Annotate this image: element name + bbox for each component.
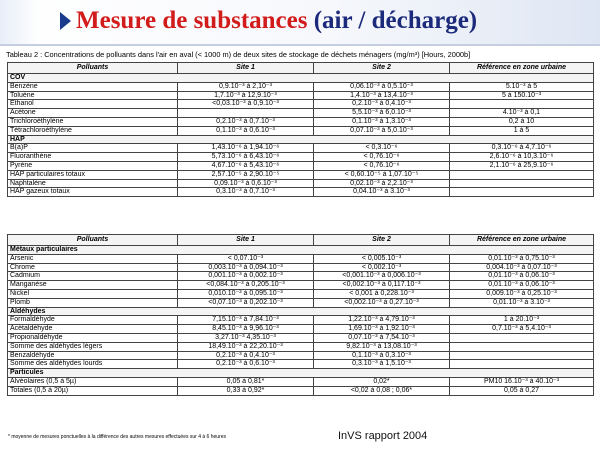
concentration-cell: 0,09.10⁻³ à 0,6.10⁻³ (178, 179, 314, 188)
concentration-cell: 0,05 à 0,81* (178, 377, 314, 386)
concentration-cell: < 0,76.10⁻⁶ (314, 153, 450, 162)
concentration-cell: 0,1.10⁻³ à 0,3.10⁻³ (314, 351, 450, 360)
table-row (8, 161, 594, 170)
concentration-cell: 0,2.10⁻³ à 0,4.10⁻³ (178, 351, 314, 360)
concentration-cell: 0,06.10⁻³ à 0,5.10⁻³ (314, 82, 450, 91)
concentration-cell: 0,3.10⁻³ à 1,5.10⁻³ (314, 360, 450, 369)
concentration-cell (450, 360, 594, 369)
concentration-cell: 0,02* (314, 377, 450, 386)
concentration-cell: 0,2.10⁻³ à 0,6.10⁻³ (178, 360, 314, 369)
pollutant-name: Tétrachloroéthylène (8, 126, 178, 135)
table-row (8, 117, 594, 126)
concentration-cell: 0,001.10⁻³ à 0,002.10⁻³ (178, 272, 314, 281)
group-row (8, 135, 594, 144)
concentration-cell: 4.10⁻³ à 0,1 (450, 109, 594, 118)
pollutant-name: Benzaldéhyde (8, 351, 178, 360)
group-label: Aldéhydes (8, 307, 594, 316)
pollutant-name: Naphtalène (8, 179, 178, 188)
table-row (8, 91, 594, 100)
concentration-cell: <0,07.10⁻³ à 0,202.10⁻³ (178, 298, 314, 307)
chevron-right-icon (60, 12, 71, 30)
concentration-cell: 0,2 à 10 (450, 117, 594, 126)
concentration-cell: 0,2.10⁻³ à 0,7.10⁻³ (178, 117, 314, 126)
pollutant-name: Ethanol (8, 100, 178, 109)
table-row (8, 263, 594, 272)
concentration-cell: 0,2.10⁻³ à 0,4.10⁻³ (314, 100, 450, 109)
pollutant-name: Acétone (8, 109, 178, 118)
table-row (8, 170, 594, 179)
table-row (8, 386, 594, 395)
group-row (8, 307, 594, 316)
group-label: Métaux particulaires (8, 246, 594, 255)
header-divider (0, 44, 600, 46)
pollutant-name: Chrome (8, 263, 178, 272)
concentration-cell: 4,67.10⁻⁶ à 5,43.10⁻⁶ (178, 161, 314, 170)
pollutant-name: Acétaldéhyde (8, 325, 178, 334)
concentration-cell: 0,010.10⁻³ à 0,095.10⁻³ (178, 289, 314, 298)
concentration-cell: 1,7.10⁻³ à 12,9.10⁻³ (178, 91, 314, 100)
table-row (8, 377, 594, 386)
concentration-cell: 0,33 à 0,92* (178, 386, 314, 395)
concentration-cell: 1,69.10⁻³ à 1,92.10⁻³ (314, 325, 450, 334)
table-row (8, 316, 594, 325)
concentration-cell: 0,01.10⁻³ à 3.10⁻³ (450, 298, 594, 307)
footnote: * moyenne de mesures ponctuelles à la différence des autres mesures effectuées sur 4 à 6 heures (8, 434, 226, 440)
table-row (8, 100, 594, 109)
concentration-cell (450, 188, 594, 197)
concentration-cell (178, 109, 314, 118)
concentration-cell: 0,7.10⁻³ à 5,4.10⁻³ (450, 325, 594, 334)
concentration-cell: < 0,76.10⁻⁶ (314, 161, 450, 170)
column-header: Site 1 (178, 235, 314, 246)
concentration-cell: 7,15.10⁻³ à 7,84.10⁻³ (178, 316, 314, 325)
table-row (8, 254, 594, 263)
pollutant-name: Manganèse (8, 281, 178, 290)
concentration-cell: 1 à 20.10⁻³ (450, 316, 594, 325)
concentration-cell: 0,07.10⁻³ à 7,54.10⁻³ (314, 333, 450, 342)
pollutant-name: Propionaldéhyde (8, 333, 178, 342)
concentration-cell: 0,04.10⁻³ à 3.10⁻³ (314, 188, 450, 197)
concentration-cell: 9,82.10⁻³ à 13,08.10⁻³ (314, 342, 450, 351)
concentration-cell: < 0,60.10⁻⁵ à 1,07.10⁻⁵ (314, 170, 450, 179)
concentration-cell: < 0,005.10⁻³ (314, 254, 450, 263)
concentration-cell: 0,9.10⁻³ à 2,10⁻³ (178, 82, 314, 91)
concentration-cell: 0,07.10⁻³ à 5,0.10⁻³ (314, 126, 450, 135)
concentration-cell: 0,1.10⁻³ à 0,6.10⁻³ (178, 126, 314, 135)
table-row (8, 109, 594, 118)
concentration-cell: 5.10⁻³ à 5 (450, 82, 594, 91)
table-row (8, 272, 594, 281)
table-row (8, 153, 594, 162)
pollutant-name: Toluène (8, 91, 178, 100)
concentration-cell: 2,6.10⁻⁶ à 10,3.10⁻⁶ (450, 153, 594, 162)
concentration-cell: 1 à 5 (450, 126, 594, 135)
pollutant-name: B(a)P (8, 144, 178, 153)
concentration-cell: <0,03.10⁻³ à 0,9.10⁻³ (178, 100, 314, 109)
concentration-cell: 2,57.10⁻⁵ à 2,90.10⁻⁵ (178, 170, 314, 179)
table-row (8, 333, 594, 342)
column-header: Site 2 (314, 235, 450, 246)
pollutant-name: Benzène (8, 82, 178, 91)
concentration-cell: <0,084.10⁻³ à 0,205.10⁻³ (178, 281, 314, 290)
concentration-cell: 0,3.10⁻⁶ à 4,7.10⁻⁶ (450, 144, 594, 153)
group-row (8, 74, 594, 83)
pollutant-name: Nickel (8, 289, 178, 298)
column-header: Site 2 (314, 63, 450, 74)
concentration-cell: 5 à 150.10⁻³ (450, 91, 594, 100)
table-row (8, 289, 594, 298)
table-row (8, 281, 594, 290)
concentration-cell: 8,45.10⁻³ à 9,96.10⁻³ (178, 325, 314, 334)
concentration-cell: 0,01.10⁻³ à 0,06.10⁻³ (450, 272, 594, 281)
table-row (8, 351, 594, 360)
column-header: Polluants (8, 63, 178, 74)
concentration-cell (450, 170, 594, 179)
concentration-cell: < 0,3.10⁻⁶ (314, 144, 450, 153)
pollutants-table-1 (7, 62, 594, 197)
pollutant-name: Arsenic (8, 254, 178, 263)
concentration-cell: 2,1.10⁻⁶ à 25,9.10⁻⁶ (450, 161, 594, 170)
table-row (8, 360, 594, 369)
concentration-cell (450, 100, 594, 109)
pollutant-name: Plomb (8, 298, 178, 307)
table-row (8, 144, 594, 153)
concentration-cell: < 0,002.10⁻³ (314, 263, 450, 272)
pollutant-name: Somme des aldéhydes légers (8, 342, 178, 351)
table-row (8, 325, 594, 334)
pollutant-name: Somme des aldéhydes lourds (8, 360, 178, 369)
slide-title-main: Mesure de substances (76, 7, 308, 34)
group-label: COV (8, 74, 594, 83)
table-row (8, 82, 594, 91)
pollutant-name: HAP particulaires totaux (8, 170, 178, 179)
header-left-bar (0, 0, 40, 44)
concentration-cell: <0,02 à 0,08 ; 0,06* (314, 386, 450, 395)
concentration-cell: 0,02.10⁻³ à 2,2.10⁻³ (314, 179, 450, 188)
concentration-cell: 1,4.10⁻³ à 13,4.10⁻³ (314, 91, 450, 100)
concentration-cell: <0,002.10⁻³ à 0,27.10⁻³ (314, 298, 450, 307)
table-header-row (8, 63, 594, 74)
pollutant-name: Fluoranthène (8, 153, 178, 162)
concentration-cell: 0,004.10⁻³ à 0,07.10⁻³ (450, 263, 594, 272)
group-row (8, 369, 594, 378)
concentration-cell: 0,1.10⁻³ à 1,3.10⁻³ (314, 117, 450, 126)
group-row (8, 246, 594, 255)
slide-title (76, 7, 477, 35)
group-label: Particules (8, 369, 594, 378)
concentration-cell: <0,002.10⁻³ à 0,117.10⁻³ (314, 281, 450, 290)
concentration-cell: 18,49.10⁻³ à 22,20.10⁻³ (178, 342, 314, 351)
concentration-cell: 5,5.10⁻³ à 6,0.10⁻³ (314, 109, 450, 118)
pollutant-name: Trichloroéthylène (8, 117, 178, 126)
slide-title-sub: (air / décharge) (313, 7, 478, 34)
column-header: Référence en zone urbaine (450, 235, 594, 246)
concentration-cell: PM10 16.10⁻³ à 40.10⁻³ (450, 377, 594, 386)
concentration-cell (450, 179, 594, 188)
concentration-cell: 3,27.10⁻³ 4,35.10⁻³ (178, 333, 314, 342)
table-row (8, 179, 594, 188)
table-row (8, 188, 594, 197)
concentration-cell: 0,01.10⁻³ à 0,06.10⁻³ (450, 281, 594, 290)
concentration-cell: 0,003.10⁻³ à 0,094.10⁻³ (178, 263, 314, 272)
concentration-cell: < 0,001 à 0,228.10⁻³ (314, 289, 450, 298)
pollutants-table-2 (7, 234, 594, 396)
table-header-row (8, 235, 594, 246)
concentration-cell: 1,43.10⁻⁶ à 1,94.10⁻⁶ (178, 144, 314, 153)
concentration-cell: < 0,07.10⁻³ (178, 254, 314, 263)
table-row (8, 126, 594, 135)
pollutant-name: Cadmium (8, 272, 178, 281)
pollutant-name: Totales (0,5 à 20µ) (8, 386, 178, 395)
concentration-cell: <0,001.10⁻³ à 0,006.10⁻³ (314, 272, 450, 281)
table-caption: Tableau 2 : Concentrations de polluants dans l'air en aval (< 1000 m) de deux sites de stockage de déchets ménagers (mg/m³) [Hours, 2000b] (6, 50, 471, 59)
concentration-cell (450, 333, 594, 342)
column-header: Référence en zone urbaine (450, 63, 594, 74)
concentration-cell (450, 342, 594, 351)
pollutant-name: Formaldéhyde (8, 316, 178, 325)
concentration-cell: 5,73.10⁻⁶ à 6,43.10⁻⁶ (178, 153, 314, 162)
pollutant-name: HAP gazeux totaux (8, 188, 178, 197)
concentration-cell: 0,009.10⁻³ à 0,25.10⁻³ (450, 289, 594, 298)
pollutant-name: Alvéolaires (0,5 à 5µ) (8, 377, 178, 386)
concentration-cell: 0,01.10⁻³ à 0,75.10⁻³ (450, 254, 594, 263)
table-row (8, 342, 594, 351)
column-header: Polluants (8, 235, 178, 246)
pollutant-name: Pyrène (8, 161, 178, 170)
concentration-cell: 1,22.10⁻³ à 4,79.10⁻³ (314, 316, 450, 325)
source-label: InVS rapport 2004 (338, 430, 428, 442)
column-header: Site 1 (178, 63, 314, 74)
concentration-cell: 0,05 à 0,27 (450, 386, 594, 395)
group-label: HAP (8, 135, 594, 144)
concentration-cell: 0,3.10⁻³ à 0,7.10⁻³ (178, 188, 314, 197)
table-row (8, 298, 594, 307)
concentration-cell (450, 351, 594, 360)
slide-header (0, 0, 600, 50)
